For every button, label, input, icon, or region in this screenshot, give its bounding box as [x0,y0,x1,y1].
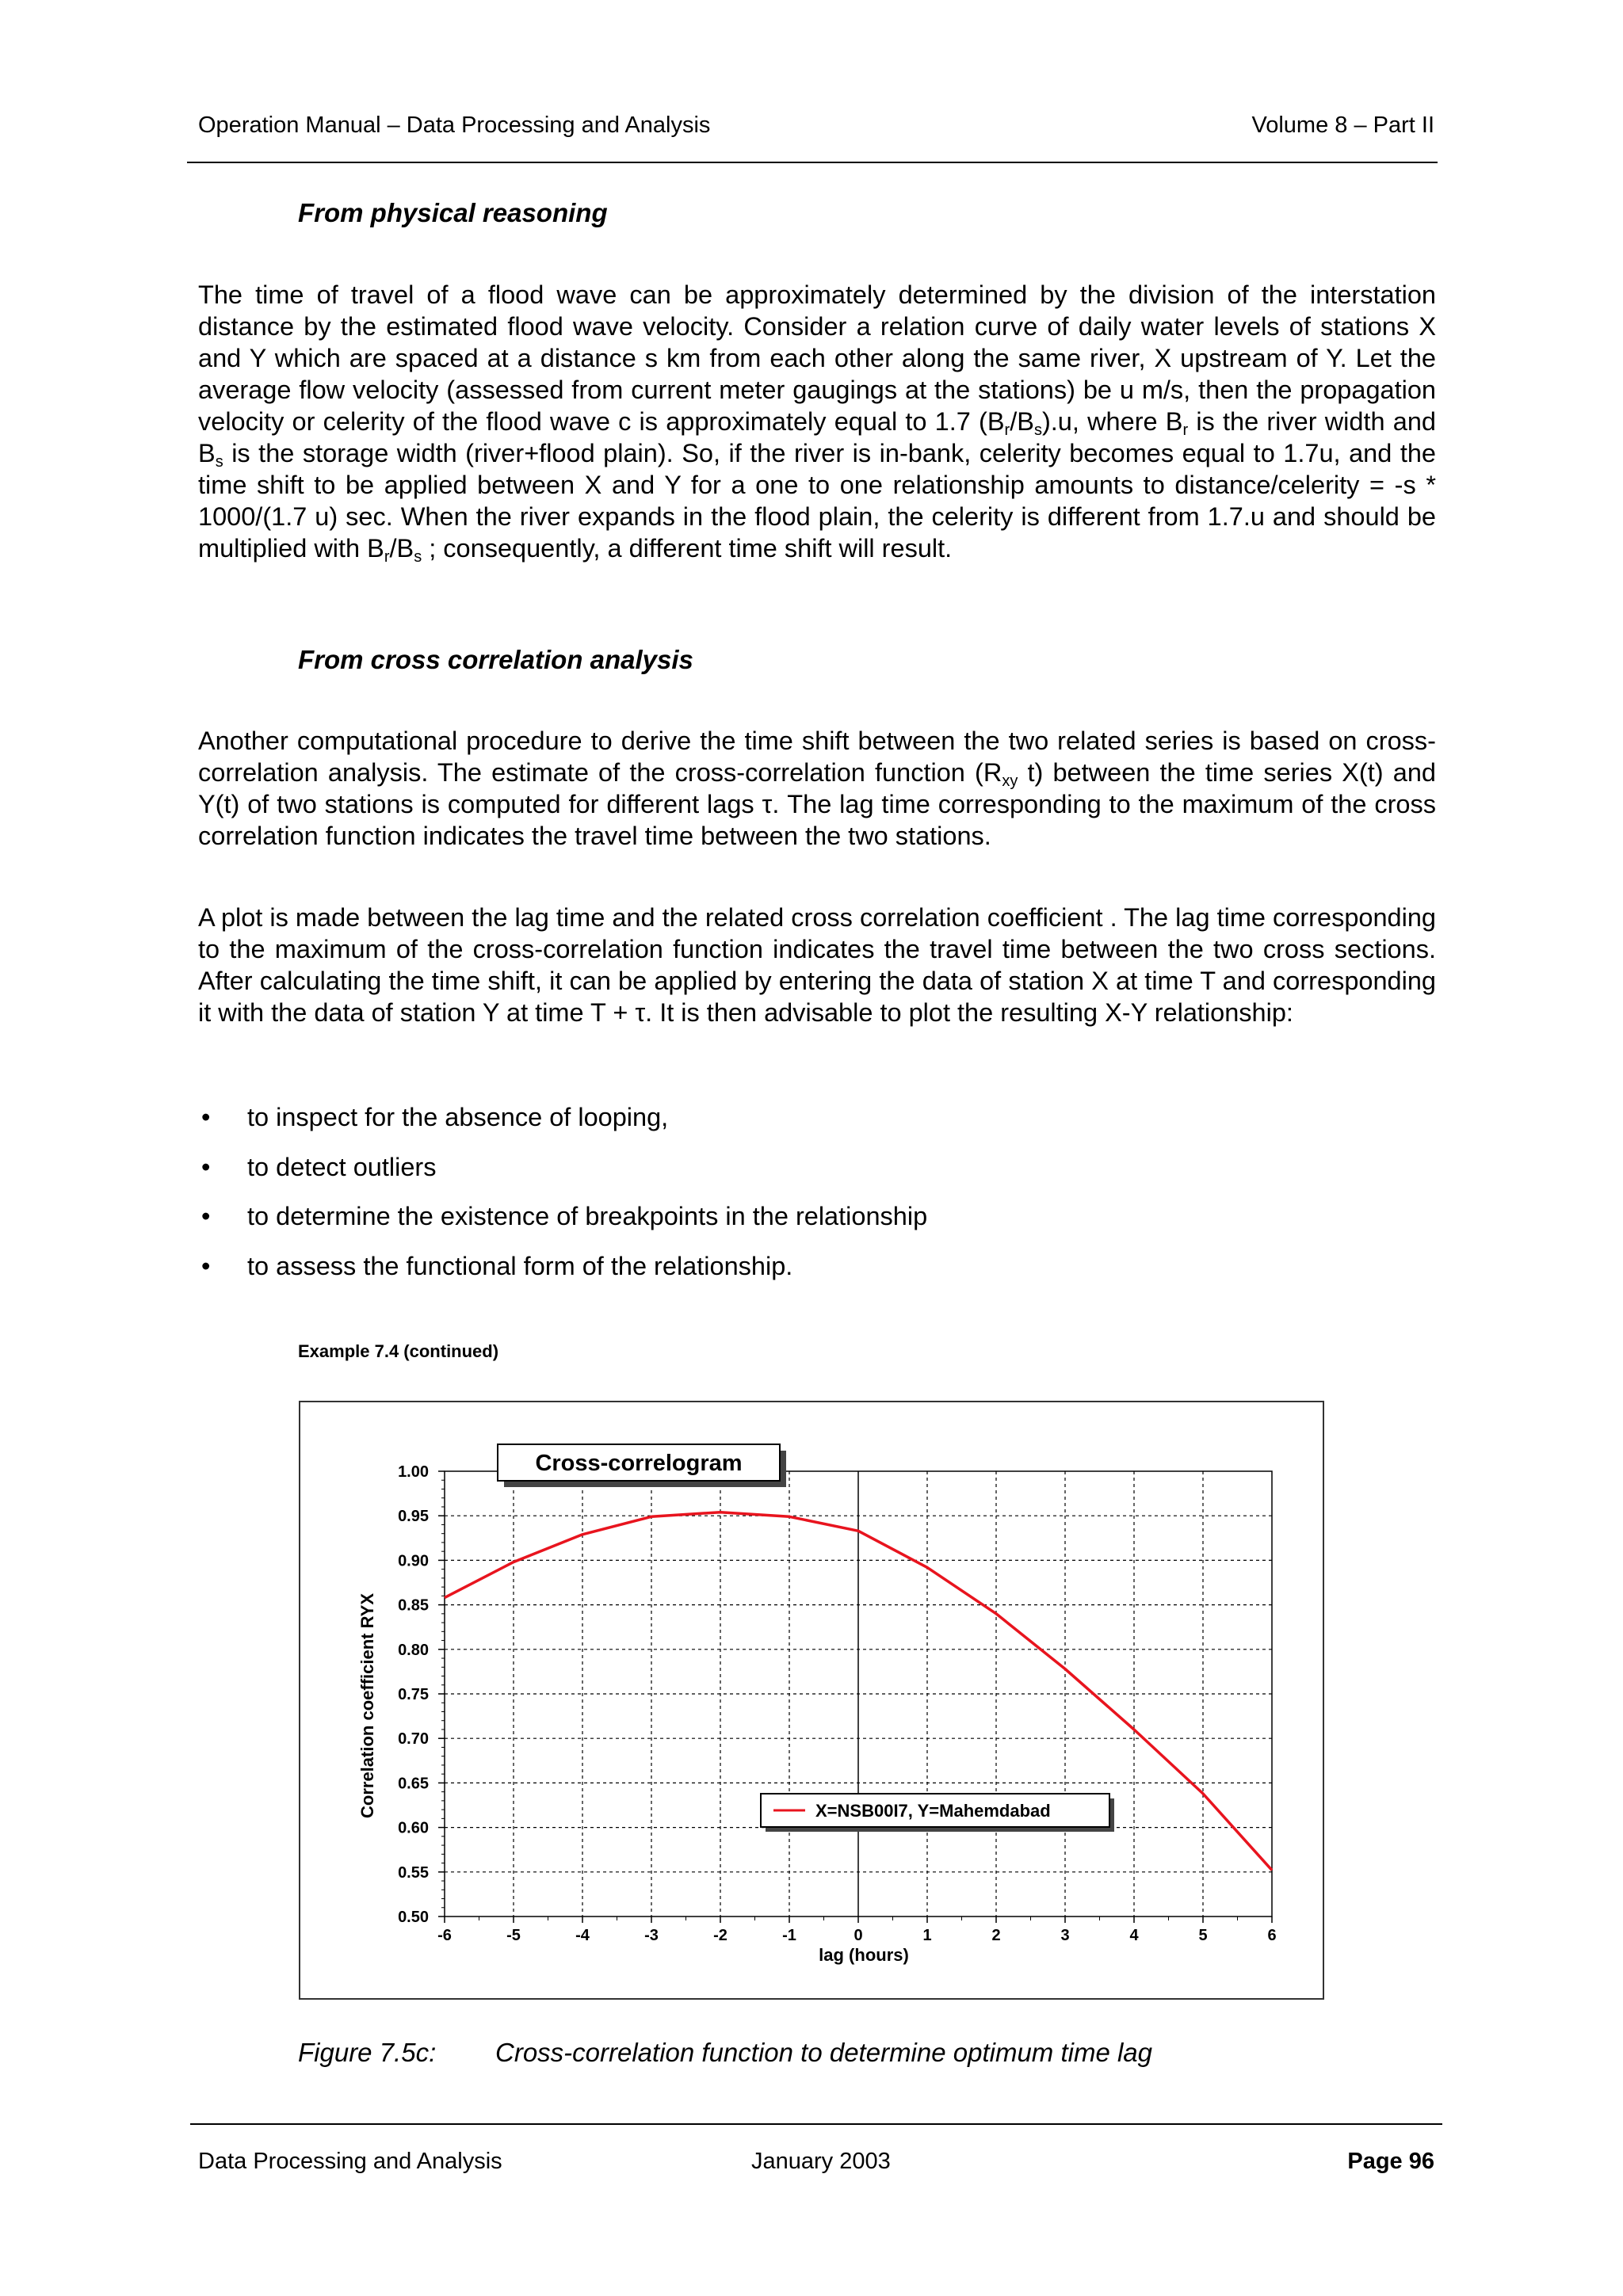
bullet-icon: • [201,1103,211,1131]
x-tick-label: 3 [1060,1927,1070,1944]
x-tick-label: -6 [437,1927,452,1944]
paragraph-plot-description: A plot is made between the lag time and the related cross correlation coefficient . The lag time corresponding to the maximum of the cross-correlation function indicates the travel time between the two cross sections. After calculating the time shift, it can be applied by entering the data of station X at time T and corresponding it with the data of station Y at time T + τ. It is then advisable to plot the resulting X-Y relationship: [198,903,1436,1027]
page-number: Page 96 [1347,2149,1434,2174]
legend-label: X=NSB00I7, Y=Mahemdabad [815,1801,1051,1821]
x-tick-label: -1 [782,1927,796,1944]
x-tick-label: -4 [575,1927,590,1944]
y-axis-label: Correlation coefficient RYX [357,1592,377,1819]
chart-frame [299,1401,1324,2000]
y-tick-label: 0.80 [398,1641,429,1659]
x-tick-label: 6 [1267,1927,1277,1944]
list-item: • to inspect for the absence of looping, [201,1103,669,1131]
x-tick-label: 0 [854,1927,863,1944]
x-tick-label: -3 [644,1927,659,1944]
y-tick-label: 0.50 [398,1909,429,1926]
y-tick-label: 0.65 [398,1775,429,1793]
footer-rule [190,2123,1442,2125]
footer-left: Data Processing and Analysis [198,2149,502,2174]
header-rule [187,162,1438,163]
y-tick-label: 1.00 [398,1463,429,1481]
bullet-icon: • [201,1152,211,1181]
y-tick-label: 0.75 [398,1686,429,1703]
y-tick-label: 0.60 [398,1819,429,1837]
list-item: • to assess the functional form of the relationship. [201,1252,793,1281]
header-left: Operation Manual – Data Processing and Analysis [198,113,711,138]
list-item: • to determine the existence of breakpoints in the relationship [201,1202,928,1231]
paragraph-cross-correlation: Another computational procedure to derive the time shift between the two related series is based on cross-correlation analysis. The estimate of the cross-correlation function ($R_{xy}$ t) between the time series X(t) and Y(t) of two stations is computed for different lags τ. The lag time corresponding to the maximum of the cross correlation function indicates the travel time between the two stations. [198,727,1436,850]
y-tick-label: 0.55 [398,1863,429,1882]
x-axis-label: lag (hours) [819,1945,909,1965]
bullet-icon: • [201,1202,211,1231]
bullet-icon: • [201,1252,211,1281]
y-tick-label: 0.70 [398,1730,429,1749]
x-tick-label: 5 [1198,1927,1208,1944]
x-tick-label: 4 [1129,1927,1139,1944]
header-right: Volume 8 – Part II [1251,113,1434,138]
y-tick-label: 0.90 [398,1552,429,1570]
figure-caption-label: Figure 7.5c: [298,2038,437,2067]
section-heading-cross-correlation: From cross correlation analysis [298,645,693,674]
y-tick-label: 0.85 [398,1596,429,1615]
example-label: Example 7.4 (continued) [298,1341,499,1361]
x-tick-label: 1 [922,1927,932,1944]
figure-caption-text: Cross-correlation function to determine optimum time lag [495,2038,1153,2067]
bullet-list [198,1101,927,1300]
x-tick-label: -5 [506,1927,521,1944]
cross-correlogram-chart [300,1402,1323,1998]
paragraph-physical-reasoning: The time of travel of a flood wave can be approximately determined by the division of the interstation distance by the estimated flood wave velocity. Consider a relation curve of daily water levels of stations X and Y which are spaced at a distance s km from each other along the same river, X upstream of Y. Let the average flow velocity (assessed from current meter gaugings at the stations) be u m/s, then the propagation velocity or celerity of the flood wave c is approximately equal to 1.7 $(B_r/B_s).u$, where $B_r$ is the river width and $B_s$ is the storage width (river+flood plain). So, if the river is in-bank, celerity becomes equal to 1.7u, and the time shift to be applied between X and Y for a one to one relationship amounts to distance/celerity = -s * 1000/(1.7 u) sec. When the river expands in the flood plain, the celerity is different from 1.7.u and should be multiplied with $B_r/B_s$ ; consequently, a different time shift will result. [198,280,1436,566]
x-tick-label: 2 [991,1927,1001,1944]
x-tick-label: -2 [713,1927,727,1944]
y-tick-label: 0.95 [398,1508,429,1526]
footer-date: January 2003 [751,2149,891,2174]
list-item: • to detect outliers [201,1152,437,1181]
section-heading-physical: From physical reasoning [298,198,608,227]
chart-title: Cross-correlogram [535,1451,743,1476]
